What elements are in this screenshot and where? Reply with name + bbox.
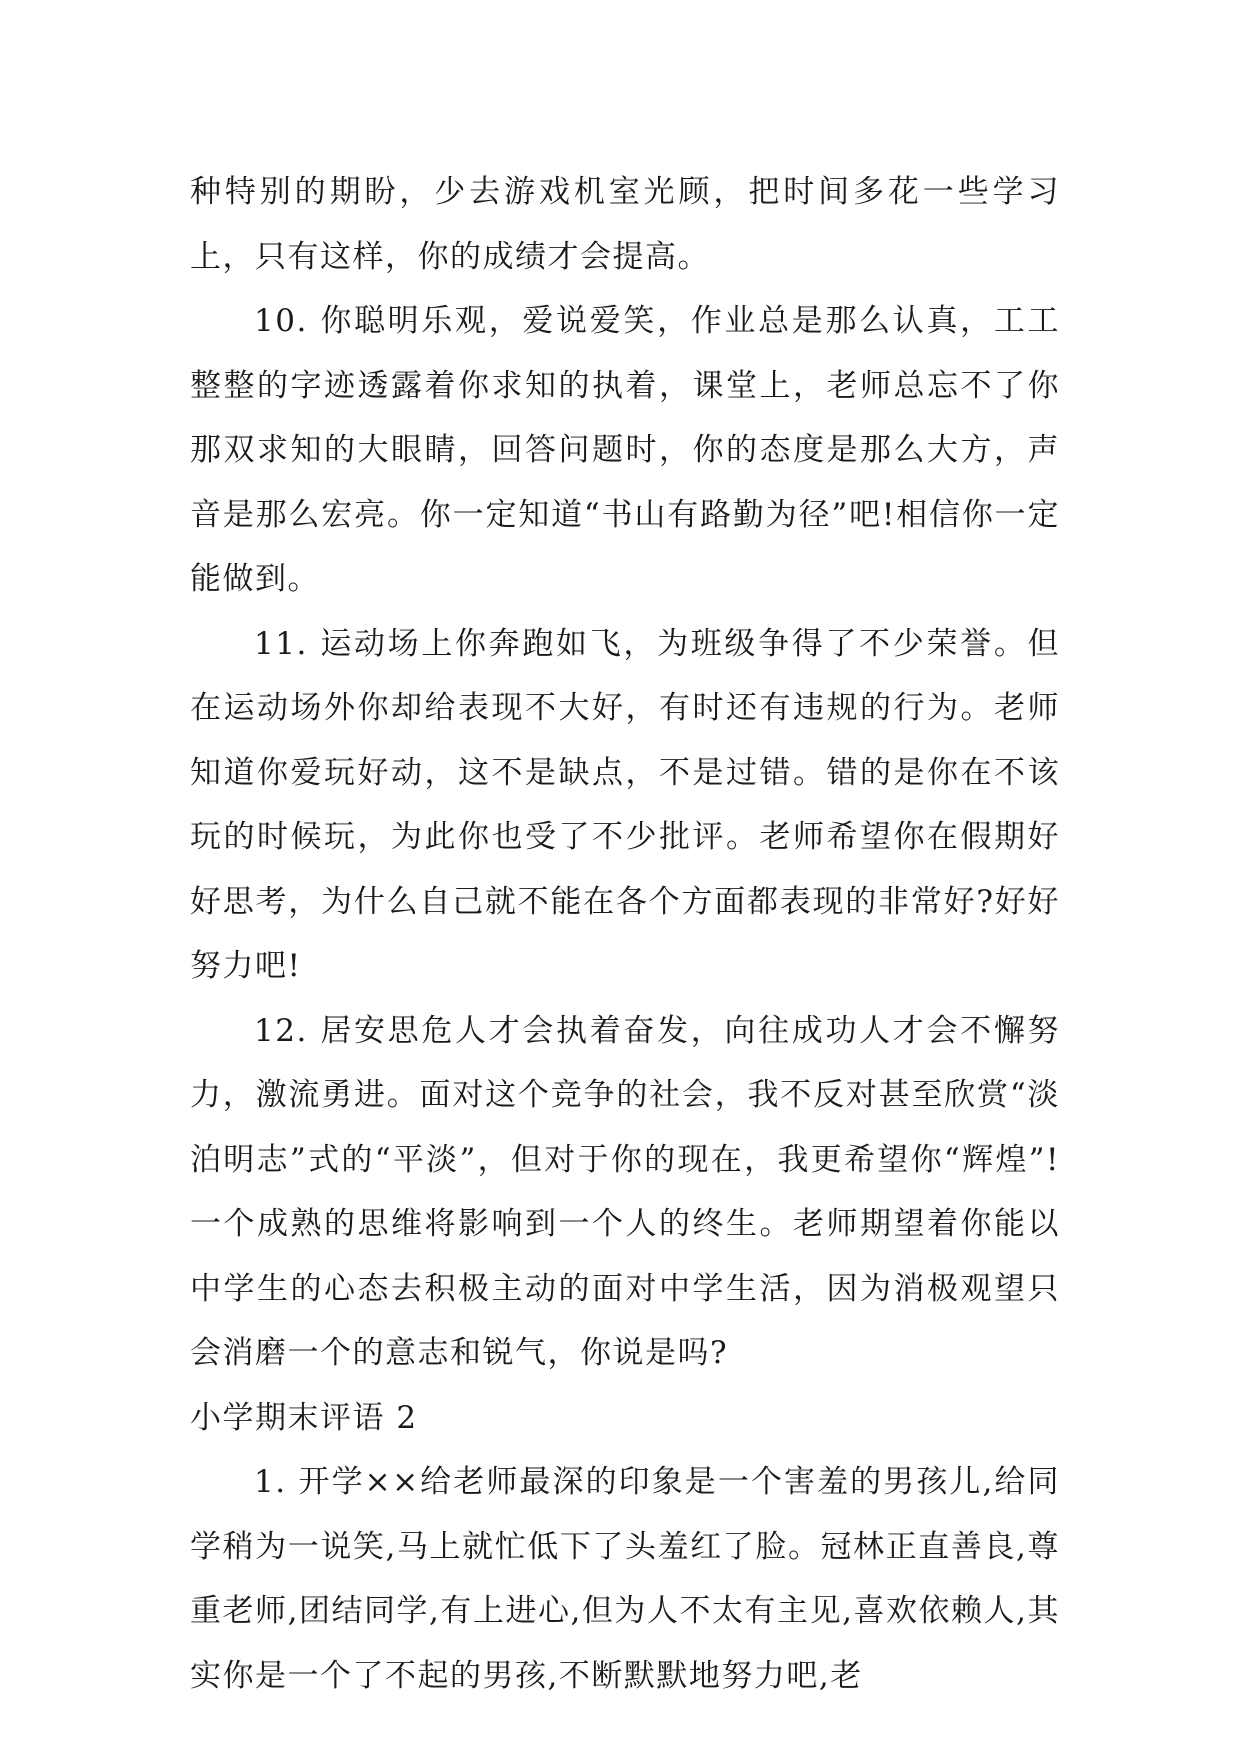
paragraph-item-10: 10. 你聪明乐观，爱说爱笑，作业总是那么认真，工工整整的字迹透露着你求知的执着，课堂上，老师总忘不了你那双求知的大眼睛，回答问题时，你的态度是那么大方，声音是那么宏亮。你一定知道“书山有路勤为径”吧!相信你一定能做到。 xyxy=(190,303,1060,597)
paragraph-continuation: 种特别的期盼，少去游戏机室光顾，把时间多花一些学习上，只有这样，你的成绩才会提高。 xyxy=(190,174,1060,275)
paragraph-item-12: 12. 居安思危人才会执着奋发，向往成功人才会不懈努力，激流勇进。面对这个竞争的社会，我不反对甚至欣赏“淡泊明志”式的“平淡”，但对于你的现在，我更希望你“辉煌”!一个成熟的思维将影响到一个人的终生。老师期望着你能以中学生的心态去积极主动的面对中学生活，因为消极观望只会消磨一个的意志和锐气，你说是吗? xyxy=(190,1012,1060,1371)
paragraph-item-11: 11. 运动场上你奔跑如飞，为班级争得了不少荣誉。但在运动场外你却给表现不大好，有时还有违规的行为。老师知道你爱玩好动，这不是缺点，不是过错。错的是你在不该玩的时候玩，为此你也受了不少批评。老师希望你在假期好好思考，为什么自己就不能在各个方面都表现的非常好?好好努力吧! xyxy=(190,625,1060,984)
document-page xyxy=(190,160,1060,1708)
paragraph-item-1: 1. 开学××给老师最深的印象是一个害羞的男孩儿,给同学稍为一说笑,马上就忙低下了头羞红了脸。冠林正直善良,尊重老师,团结同学,有上进心,但为人不太有主见,喜欢依赖人,其实你是一个了不起的男孩,不断默默地努力吧,老 xyxy=(190,1464,1060,1694)
section-heading: 小学期末评语 2 xyxy=(190,1399,418,1436)
